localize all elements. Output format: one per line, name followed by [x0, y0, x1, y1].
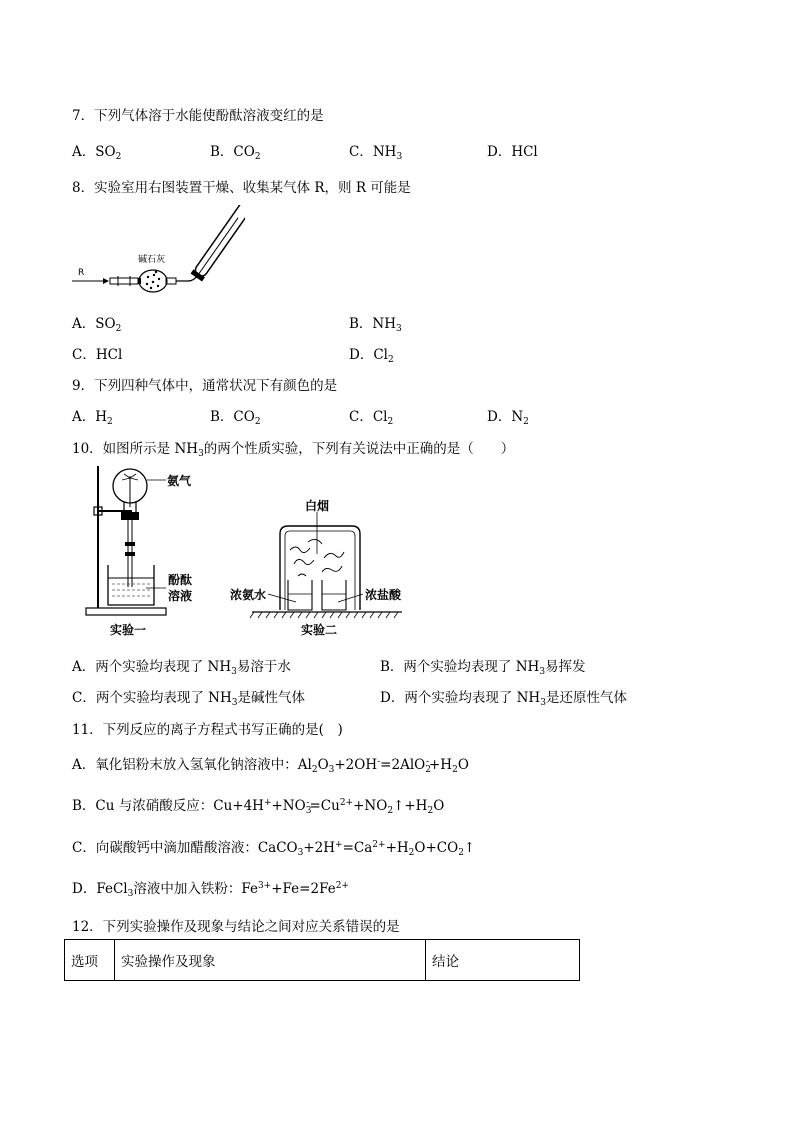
q10-conc-ammonia-label: 浓氨水 — [230, 588, 267, 602]
q8-option-b: B．$NH_3$ — [349, 316, 402, 334]
table-header-row — [65, 940, 580, 981]
q10-experiment-2-caption: 实验二 — [301, 623, 338, 637]
q11-option-a: A．氧化铝粉末放入氢氧化钠溶液中：$Al_2O_3+2OH^-=2AlO_2^-+H_2O$ — [72, 757, 469, 775]
q9-option-a: A．$H_2$ — [72, 409, 113, 427]
q11-stem: 11．下列反应的离子方程式书写正确的是( ) — [72, 722, 343, 738]
q11-option-b: B．Cu 与浓硝酸反应：$Cu+4H^++NO_3^-=Cu^{2+}+NO_2↑+H_2O$ — [72, 798, 445, 816]
q9-option-c: C．$Cl_2$ — [349, 409, 394, 427]
q10-ammonia-label: 氨气 — [167, 474, 192, 488]
q10-option-d: D．两个实验均表现了 $NH_3$是还原性气体 — [380, 690, 627, 708]
q12-stem: 12．下列实验操作及现象与结论之间对应关系错误的是 — [72, 919, 400, 935]
q9-option-b: B．$CO_2$ — [210, 409, 261, 427]
q10-option-a: A．两个实验均表现了 $NH_3$易溶于水 — [72, 659, 291, 677]
q7-option-d: D．HCl — [487, 144, 538, 160]
q8-soda-lime-label: 碱石灰 — [138, 255, 166, 265]
q10-conc-hcl-label: 浓盐酸 — [365, 588, 402, 602]
q8-option-d: D．$Cl_2$ — [349, 347, 394, 365]
table-header-option: 选项 — [65, 940, 115, 981]
q10-experiment-1-apparatus — [86, 466, 166, 615]
q10-option-b: B．两个实验均表现了 $NH_3$易挥发 — [380, 659, 586, 677]
q8-stem: 8．实验室用右图装置干燥、收集某气体 R，则 R 可能是 — [72, 180, 411, 196]
q9-stem: 9．下列四种气体中，通常状况下有颜色的是 — [72, 378, 338, 394]
q11-option-d: D．FeCl$_3$溶液中加入铁粉：$Fe^{3+}+Fe=2Fe^{2+}$ — [72, 881, 349, 899]
q7-option-c: C．$NH_3$ — [349, 144, 403, 162]
q7-option-b: B．$CO_2$ — [210, 144, 261, 162]
q8-inlet-label: R — [78, 268, 85, 278]
q8-drying-apparatus-figure — [70, 205, 245, 295]
q10-experiment-2-apparatus — [250, 512, 402, 618]
q10-white-smoke-label: 白烟 — [305, 499, 330, 513]
q9-option-d: D．$N_2$ — [487, 409, 529, 427]
q8-option-a: A．$SO_2$ — [72, 316, 122, 334]
q7-stem: 7．下列气体溶于水能使酚酞溶液变红的是 — [72, 108, 324, 124]
q10-stem: 10．如图所示是 $NH_3$的两个性质实验，下列有关说法中正确的是（ ） — [72, 441, 515, 459]
q8-option-c: C．HCl — [72, 347, 123, 363]
q10-phenolphthalein-label-1: 酚酞 — [168, 573, 193, 587]
q12-table — [64, 939, 580, 981]
q10-experiment-1-caption: 实验一 — [110, 623, 147, 637]
q10-option-c: C．两个实验均表现了 $NH_3$是碱性气体 — [72, 690, 305, 708]
q7-option-a: A．$SO_2$ — [72, 144, 122, 162]
table-header-conclusion: 结论 — [426, 940, 580, 981]
q10-phenolphthalein-label-2: 溶液 — [168, 589, 193, 603]
q11-option-c: C．向碳酸钙中滴加醋酸溶液：$CaCO_3+2H^+=Ca^{2+}+H_2O+CO_2↑$ — [72, 840, 476, 858]
q10-experiments-figure — [72, 462, 422, 642]
table-header-operation: 实验操作及现象 — [115, 940, 426, 981]
